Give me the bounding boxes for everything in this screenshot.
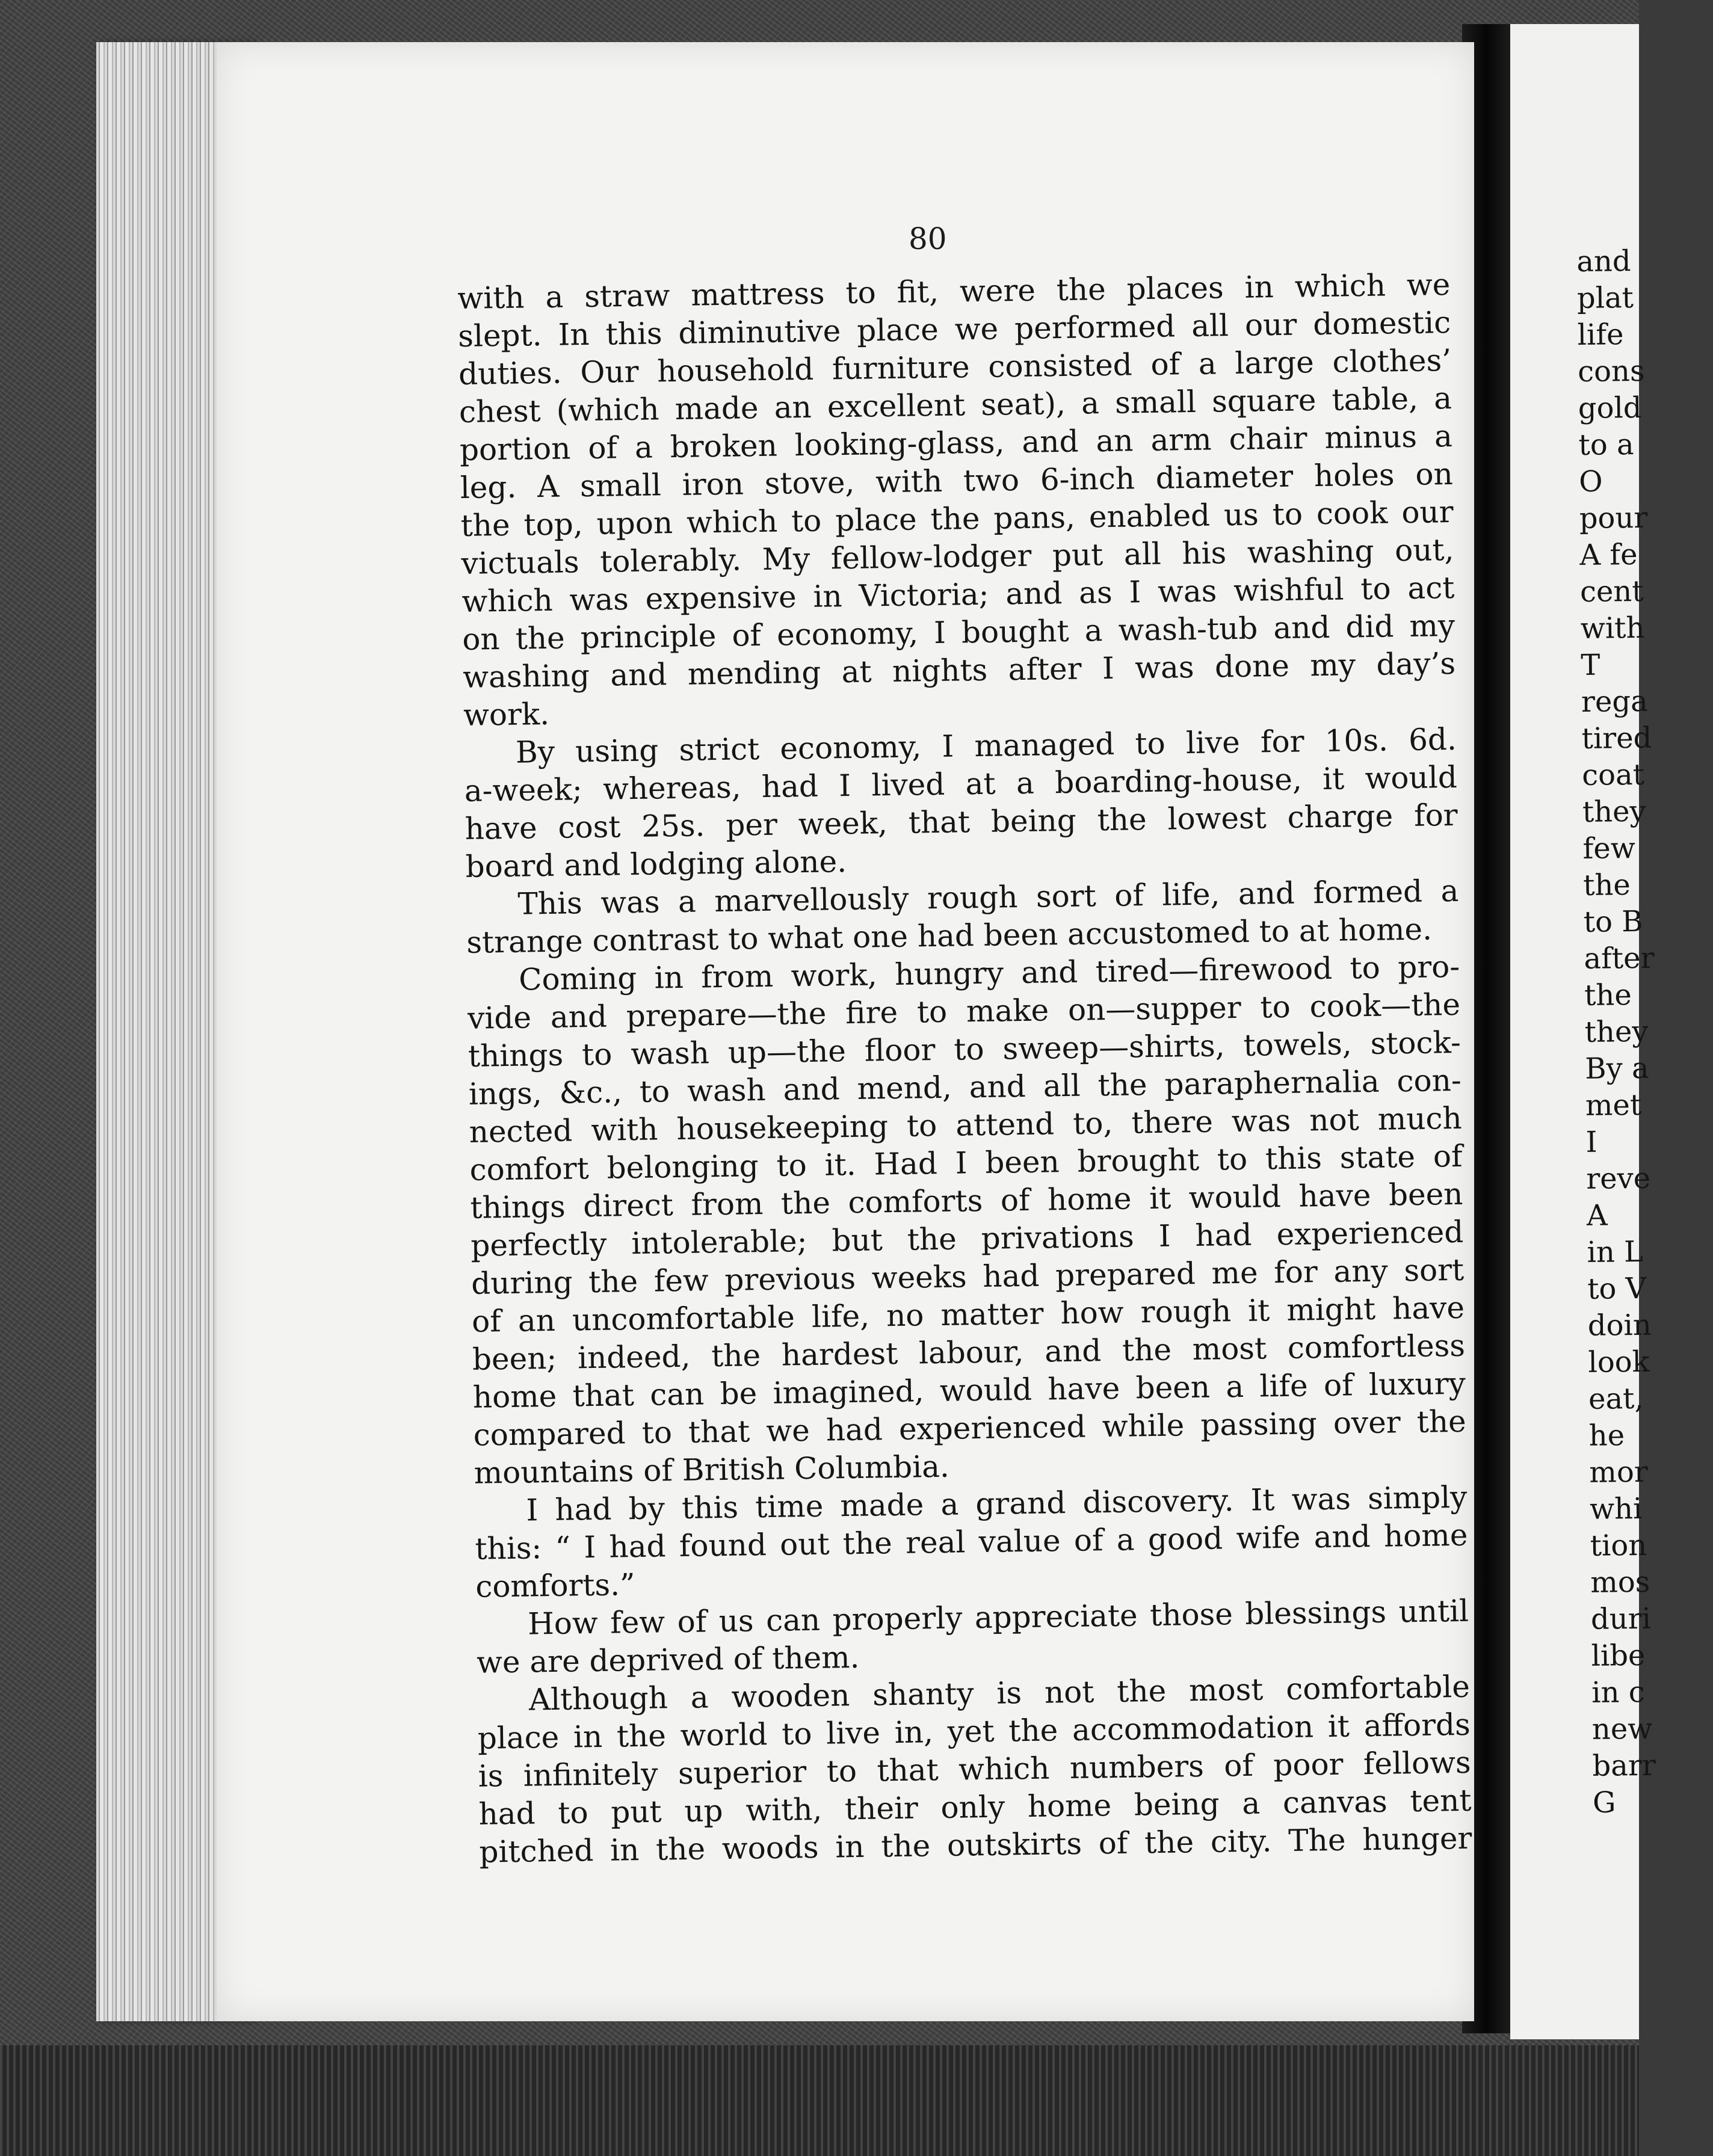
facing-text-line: to a [1578,428,1634,462]
facing-text-line: mos [1590,1565,1650,1600]
text-line: comfort belonging to it. Had I been brought to this state of [469,1138,1463,1187]
facing-text-line: By a [1585,1051,1649,1086]
facing-text-line: T [1581,648,1600,682]
facing-text-line: duri [1590,1601,1652,1636]
facing-text-line: to B [1583,904,1643,939]
text-line: How few of us can properly appreciate those blessings until [527,1593,1469,1642]
text-line: been; indeed, the hardest labour, and the most comfortless [472,1328,1466,1377]
facing-page [1510,24,1656,2039]
facing-text-line: rega [1581,684,1648,719]
text-line: This was a marvellously rough sort of life, and formed a [517,873,1459,922]
text-line: things to wash up—the floor to sweep—shirts, towels, stock- [468,1024,1461,1074]
facing-text-line: in L [1587,1234,1644,1269]
text-line: slept. In this diminutive place we performed all our domestic [457,304,1451,354]
facing-text-line: in c [1591,1675,1645,1710]
facing-text-line: I [1585,1125,1597,1159]
facing-text-line: pour [1579,500,1648,535]
facing-text-line: they [1582,794,1646,829]
facing-text-line: with [1580,611,1645,645]
text-line: chest (which made an excellent seat), a small square table, a [458,380,1452,430]
facing-text-line: cent [1579,574,1644,609]
facing-text-line: they [1584,1014,1649,1049]
facing-text-line: to V [1587,1271,1647,1306]
text-line: this: “ I had found out the real value of a good wife and home [475,1517,1468,1566]
facing-page-text [1576,242,1713,1822]
text-line: pitched in the woods in the outskirts of the city. The hunger [479,1820,1472,1870]
text-line: ings, &c., to wash and mend, and all the paraphernalia con- [468,1062,1462,1112]
text-line: vide and prepare—the fire to make on—supper to cook—the [467,987,1461,1036]
text-line: By using strict economy, I managed to live for 10s. 6d. [515,721,1457,770]
text-line: have cost 25s. per week, that being the lowest charge for [465,797,1458,846]
facing-text-line: A fe [1579,537,1638,572]
facing-text-line: O [1578,464,1603,499]
text-line: Coming in from work, hungry and tired—firewood to pro- [518,949,1460,997]
facing-text-line: he [1588,1418,1625,1453]
facing-text-line: life [1577,318,1624,352]
page-number: 80 [909,221,947,256]
text-line: duties. Our household furniture consisted of a large clothes’ [458,342,1452,392]
facing-text-line: mor [1589,1455,1649,1489]
text-line: comforts.” [475,1567,635,1604]
text-line: had to put up with, their only home being a canvas tent [478,1782,1472,1832]
text-line: strange contrast to what one had been accustomed to at home. [466,911,1433,960]
text-line: which was expensive in Victoria; and as I was wishful to act [461,570,1455,619]
facing-text-line: tired [1581,721,1652,756]
text-line: leg. A small iron stove, with two 6-inch diameter holes on [460,456,1454,505]
text-line: I had by this time made a grand discovery. It was simply [526,1479,1468,1528]
facing-text-line: doin [1587,1308,1652,1343]
text-line: portion of a broken looking-glass, and an arm chair minus a [459,418,1453,467]
text-line: of an uncomfortable life, no matter how rough it might have [471,1290,1465,1339]
text-line: the top, upon which to place the pans, enabled us to cook our [460,494,1454,543]
text-line: victuals tolerably. My fellow-lodger put all his washing out, [461,532,1454,581]
facing-text-line: coat [1581,757,1645,792]
text-line: things direct from the comforts of home it would have been [470,1176,1463,1225]
facing-text-line: tion [1590,1528,1647,1563]
text-line: mountains of British Columbia. [474,1449,950,1491]
text-line: nected with housekeeping to attend to, there was not much [469,1100,1463,1150]
text-line: Although a wooden shanty is not the most comfortable [528,1669,1471,1717]
facing-text-line: met [1585,1088,1642,1123]
text-line: during the few previous weeks had prepared me for any sort [471,1252,1465,1301]
facing-text-line: eat, [1588,1381,1644,1416]
facing-text-line: few [1582,831,1636,866]
facing-text-line: the [1584,978,1632,1012]
text-line: with a straw mattress to fit, were the places in which we [457,266,1451,316]
facing-text-line: whi [1589,1491,1643,1526]
facing-text-line: look [1588,1344,1650,1379]
text-line: washing and mending at nights after I was done my day’s [462,645,1456,695]
text-line: we are deprived of them. [476,1639,860,1680]
page-body-text [457,266,1472,1871]
text-line: place in the world to live in, yet the accommodation it affords [477,1707,1471,1756]
facing-text-line: barr [1592,1748,1656,1783]
facing-text-line: new [1591,1711,1653,1746]
text-line: home that can be imagined, would have been a life of luxury [472,1366,1466,1415]
facing-text-line: plat [1576,281,1634,315]
facing-text-line: cons [1577,354,1645,389]
text-line: is infinitely superior to that which numbers of poor fellows [478,1745,1471,1794]
facing-text-line: after [1584,941,1655,976]
facing-text-line: A [1586,1198,1608,1233]
scan-bottom-edge [0,2045,1639,2156]
text-line: on the principle of economy, I bought a wash-tub and did my [461,608,1455,657]
text-line: board and lodging alone. [465,844,847,884]
facing-text-line: the [1582,868,1631,902]
facing-text-line: gold [1578,390,1642,425]
facing-text-line: G [1592,1785,1616,1820]
text-line: perfectly intolerable; but the privations I had experienced [471,1214,1464,1263]
facing-text-line: and [1576,244,1631,279]
facing-text-line: reve [1585,1161,1651,1196]
text-line: work. [463,696,550,733]
text-line: compared to that we had experienced while passing over the [473,1403,1467,1453]
facing-text-line: libe [1591,1638,1646,1673]
text-line: a-week; whereas, had I lived at a boarding-house, it would [464,759,1458,808]
